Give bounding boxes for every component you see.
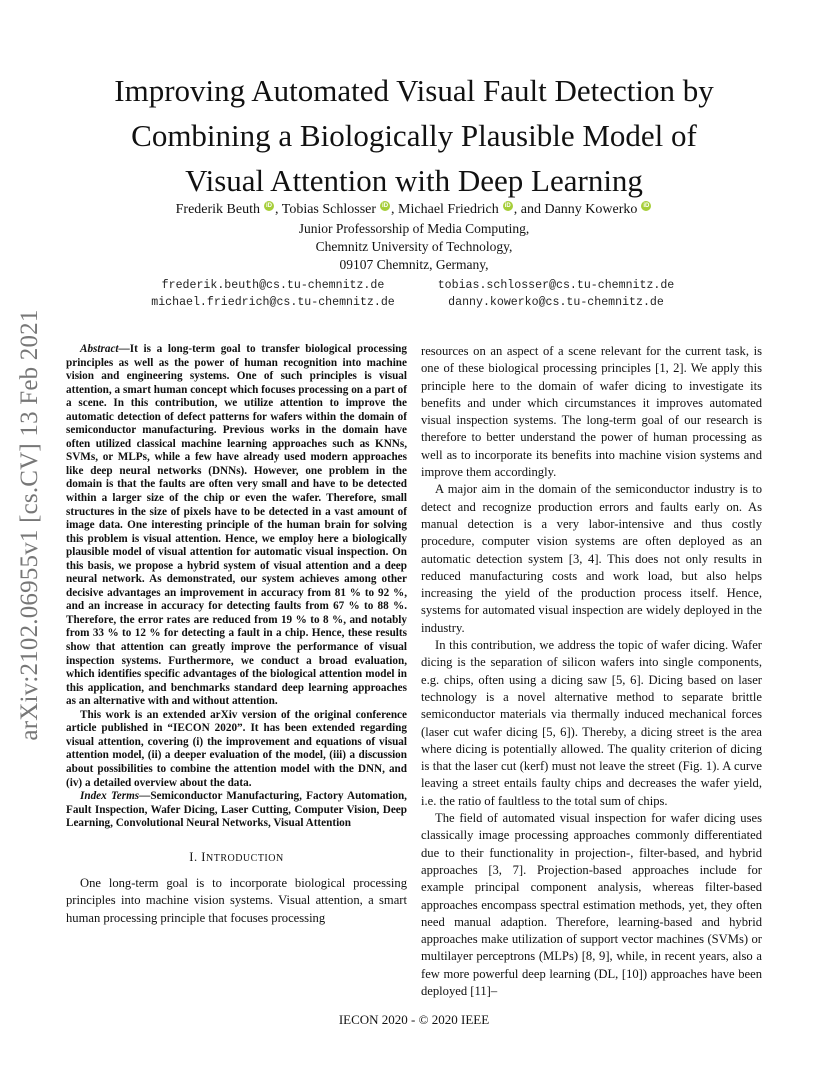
section-heading-introduction xyxy=(66,849,407,867)
email-address[interactable]: michael.friedrich@cs.tu-chemnitz.de xyxy=(151,296,395,309)
author-name: Danny Kowerko xyxy=(544,202,638,217)
body-paragraph: In this contribution, we address the topic of wafer dicing. Wafer dicing is the separation of silicon wafers into single components, e.g. chips, often using a dicing saw [5, 6]. Dicing based on laser technology is a novel alternative method to separate brittle semiconductor materials via thermally induced mechanical forces (laser cut wafer dicing [5, 6]). Thereby, a dicing street is the area where dicing is potentially allowed. The quality criterion of dicing is that the laser cut (kerf) must not leave the street (Fig. 1). A curve leaving a street entails faulty chips and decreases the wafer yield, i.e. the ratio of faultless to the total sum of chips. xyxy=(421,638,762,808)
page-footer: IECON 2020 - © 2020 IEEE xyxy=(338,1012,490,1027)
affiliation xyxy=(60,220,768,274)
section-heading-initial: I xyxy=(201,849,206,864)
section-heading-rest: NTRODUCTION xyxy=(205,852,284,864)
abstract-label: Abstract xyxy=(80,343,119,355)
body-paragraph: resources on an aspect of a scene relevant for the current task, is one of these biological processing principles [1, 2]. We apply this principle here to the domain of wafer dicing to investigate its benefits and under which circumstances it improves automated visual inspection systems. The long-term goal of our research is therefore to better understand the power of human processing as well as to incorporate its benefits into machine vision systems and improve them accordingly. xyxy=(421,344,762,480)
author-name: Frederik Beuth xyxy=(175,202,260,217)
index-terms xyxy=(66,790,407,831)
affiliation-line: 09107 Chemnitz, Germany, xyxy=(339,257,489,272)
arxiv-sidebar-identifier xyxy=(13,290,47,760)
title-line: Combining a Biologically Plausible Model of xyxy=(131,118,697,153)
affiliation-line: Chemnitz University of Technology, xyxy=(315,239,513,254)
left-column xyxy=(66,343,407,927)
author-separator: , xyxy=(391,202,399,217)
email-address[interactable]: tobias.schlosser@cs.tu-chemnitz.de xyxy=(437,279,675,292)
title-line: Visual Attention with Deep Learning xyxy=(185,163,643,198)
introduction-paragraph: One long-term goal is to incorporate biological processing principles into machine vision systems. Visual attention, a smart human processing principle that focuses processing xyxy=(66,875,407,925)
orcid-icon[interactable]: iD xyxy=(266,203,272,209)
index-terms-text: —Semiconductor Manufacturing, Factory Automation, Fault Inspection, Wafer Dicing, Laser Cutting, Computer Vision, Deep Learning, Convolutional Neural Networks, Visual Attention xyxy=(66,790,407,830)
author-separator: , xyxy=(275,202,282,217)
abstract xyxy=(66,343,407,709)
body-paragraph: A major aim in the domain of the semiconductor industry is to detect and recognize production errors and faults early on. As manual detection is a very labor-intensive and thus costly procedure, computer vision systems are often deployed as an automatic detection system [3, 4]. This does not only results in reduced manufacturing costs and work load, but also helps increasing the yield of the production process itself. Hence, systems for automated visual inspection are widely deployed in the industry. xyxy=(421,482,762,635)
index-terms-label: Index Terms xyxy=(80,790,140,803)
orcid-icon[interactable]: iD xyxy=(643,203,650,209)
body-paragraph: The field of automated visual inspection for wafer dicing uses classically image processing approaches commonly differentiated due to their functionality in projection-, filter-based, and hybrid approaches [3, 7]. Projection-based approaches include for example principal component analysis, whereas filter-based approaches encompass spectral estimation methods, yet, they often need manual adaption. Therefore, learning-based and hybrid approaches make utilization of support vector machines (SVMs) or multilayer perceptrons (MLPs) [8, 9], while, in recent years, also a few more powerful deep learning (DL, [10]) approaches have been deployed [11]– xyxy=(421,811,762,998)
paper-title xyxy=(60,68,768,203)
author-separator: , and xyxy=(513,202,545,217)
arxiv-id-text: arXiv:2102.06955v1 [cs.CV] 13 Feb 2021 xyxy=(16,309,43,741)
author-name: Tobias Schlosser xyxy=(281,202,377,217)
orcid-icon[interactable]: iD xyxy=(504,203,511,209)
author-name: Michael Friedrich xyxy=(398,202,499,217)
email-column-left xyxy=(145,277,401,311)
affiliation-line: Junior Professorship of Media Computing, xyxy=(298,221,530,236)
email-column-right xyxy=(430,277,682,311)
email-address[interactable]: frederik.beuth@cs.tu-chemnitz.de xyxy=(161,279,385,292)
author-list xyxy=(60,201,768,219)
section-number: I. xyxy=(189,849,198,864)
title-line: Improving Automated Visual Fault Detection by xyxy=(114,73,714,108)
email-address[interactable]: danny.kowerko@cs.tu-chemnitz.de xyxy=(448,296,664,309)
orcid-icon[interactable]: iD xyxy=(382,203,389,209)
right-column xyxy=(421,343,762,1000)
abstract-extension-note: This work is an extended arXiv version of the original conference article published in “IECON 2020”. It has been extended regarding visual attention, covering (i) the improvement and equations of visual attention model, (ii) a deeper evaluation of the model, (iii) a discussion about possibilities to combine the attention model with the DNN, and (iv) a detailed overview about the data. xyxy=(66,708,407,789)
abstract-text: —It is a long-term goal to transfer biological processing principles as well as the power of human recognition into machine vision and engineering systems. One of such principles is visual attention, a smart human concept which focuses processing on a part of a scene. In this contribution, we utilize attention to improve the automatic detection of defect patterns for wafers within the domain of semiconductor manufacturing. Previous works in the domain have often utilized classical machine learning approaches such as KNNs, SVMs, or MLPs, while a few have already used modern approaches like deep neural networks (DNNs). However, one problem in the domain is that the faults are often very small and have to be detected within a larger size of the chip or even the wafer. Therefore, small structures in the size of pixels have to be detected in a vast amount of image data. One interesting principle of the human brain for solving this problem is visual attention. Hence, we employ here a biologically plausible model of visual attention for automatic visual inspection. On this basis, we propose a hybrid system of visual attention and a deep neural network. As demonstrated, our system achieves among other decisive advantages an improvement in accuracy from 81 % to 92 %, and an increase in accuracy for detecting faults from 67 % to 88 %. Therefore, the error rates are reduced from 19 % to 8 %, and notably from 33 % to 12 % for detecting a fault in a chip. Hence, these results show that attention can greatly improve the performance of visual inspection systems. Furthermore, we conduct a broad evaluation, which identifies specific advantages of the biological attention model in this application, and benchmarks standard deep learning approaches as an alternative with and without attention. xyxy=(66,343,407,708)
